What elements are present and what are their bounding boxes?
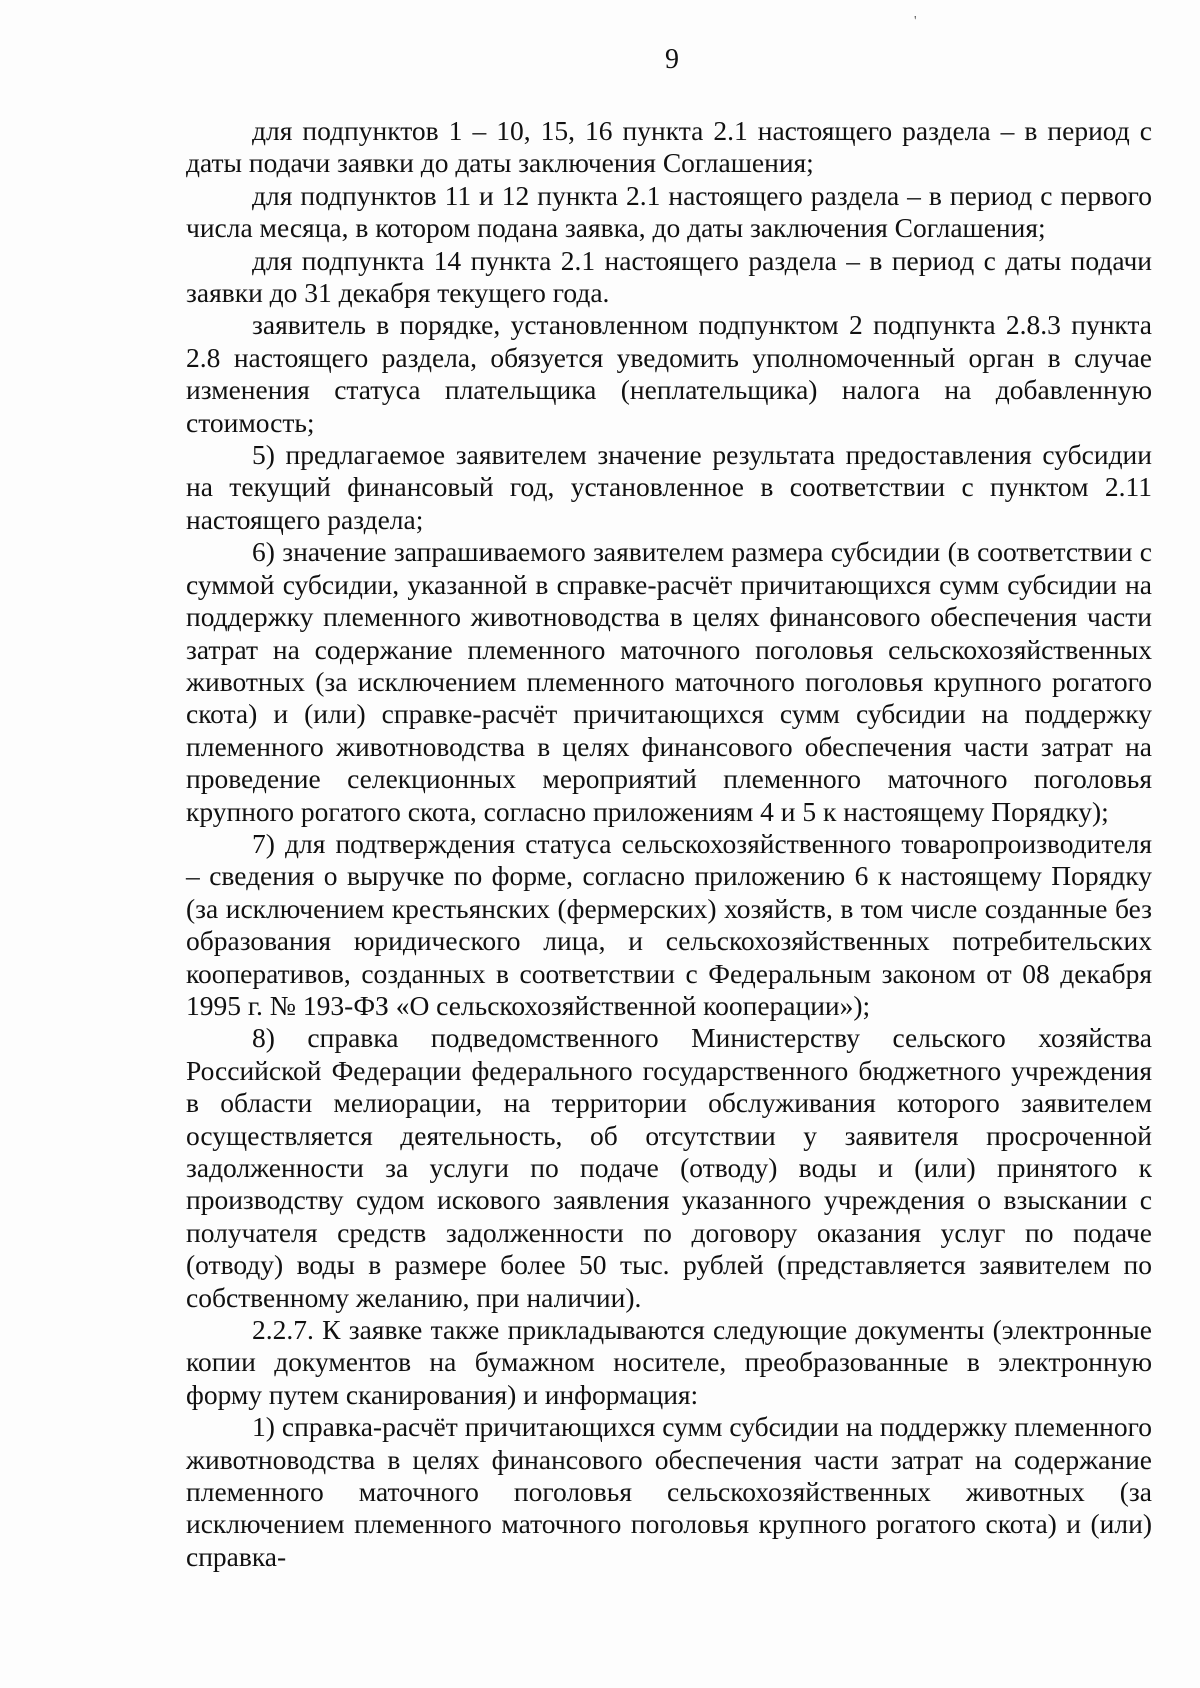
page-number: 9 xyxy=(665,44,679,75)
paragraph-item-6: 6) значение запрашиваемого заявителем размера субсидии (в соответствии с суммой субсидии, указанной в справке-расчёт причитающихся сумм субсидии на поддержку племенного животноводства в целях финансового обеспечения части затрат на содержание племенного маточного поголовья сельскохозяйственных животных (за исключением племенного маточного поголовья крупного рогатого скота) и (или) справке-расчёт причитающихся сумм субсидии на поддержку племенного животноводства в целях финансового обеспечения части затрат на проведение селекционных мероприятий племенного маточного поголовья крупного рогатого скота, согласно приложениям 4 и 5 к настоящему Порядку); xyxy=(186,536,1152,827)
document-body xyxy=(186,115,1152,1573)
scan-mark: ' xyxy=(914,14,917,29)
paragraph-section-2-2-7-item-1: 1) справка-расчёт причитающихся сумм субсидии на поддержку племенного животноводства в целях финансового обеспечения части затрат на содержание племенного маточного поголовья сельскохозяйственных животных (за исключением племенного маточного поголовья крупного рогатого скота) и (или) справка- xyxy=(186,1411,1152,1572)
paragraph-vat-status: заявитель в порядке, установленном подпунктом 2 подпункта 2.8.3 пункта 2.8 настоящего раздела, обязуется уведомить уполномоченный орган в случае изменения статуса плательщика (неплательщика) налога на добавленную стоимость; xyxy=(186,309,1152,438)
paragraph-subitem-14: для подпункта 14 пункта 2.1 настоящего раздела – в период с даты подачи заявки до 31 декабря текущего года. xyxy=(186,244,1152,309)
paragraph-subitems-1-10: для подпунктов 1 – 10, 15, 16 пункта 2.1 настоящего раздела – в период с даты подачи заявки до даты заключения Соглашения; xyxy=(186,115,1152,179)
paragraph-subitems-11-12: для подпунктов 11 и 12 пункта 2.1 настоящего раздела – в период с первого числа месяца, в котором подана заявка, до даты заключения Соглашения; xyxy=(186,179,1152,244)
paragraph-item-5: 5) предлагаемое заявителем значение результата предоставления субсидии на текущий финансовый год, установленное в соответствии с пунктом 2.11 настоящего раздела; xyxy=(186,439,1152,535)
paragraph-item-8: 8) справка подведомственного Министерству сельского хозяйства Российской Федерации федерального государственного бюджетного учреждения в области мелиорации, на территории обслуживания которого заявителем осуществляется деятельность, об отсутствии у заявителя просроченной задолженности за услуги по подаче (отводу) воды и (или) принятого к производству судом искового заявления указанного учреждения о взыскании с получателя средств задолженности по договору оказания услуг по подаче (отводу) воды в размере более 50 тыс. рублей (представляется заявителем по собственному желанию, при наличии). xyxy=(186,1022,1152,1313)
paragraph-section-2-2-7: 2.2.7. К заявке также прикладываются следующие документы (электронные копии документов на бумажном носителе, преобразованные в электронную форму путем сканирования) и информация: xyxy=(186,1314,1152,1410)
paragraph-item-7: 7) для подтверждения статуса сельскохозяйственного товаропроизводителя – сведения о выручке по форме, согласно приложению 6 к настоящему Порядку (за исключением крестьянских (фермерских) хозяйств, в том числе созданные без образования юридического лица, и сельскохозяйственных потребительских кооперативов, созданных в соответствии с Федеральным законом от 08 декабря 1995 г. № 193-ФЗ «О сельскохозяйственной кооперации»); xyxy=(186,827,1152,1021)
